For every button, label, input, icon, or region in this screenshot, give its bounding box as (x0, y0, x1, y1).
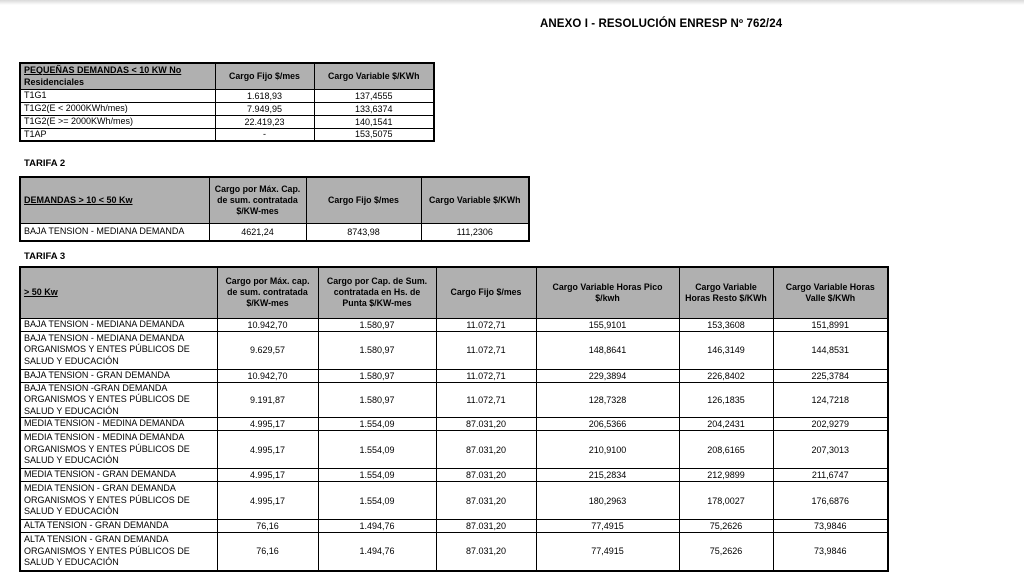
value-cell: 73,9846 (773, 520, 888, 533)
value-cell: 1.618,93 (215, 89, 314, 102)
value-cell: 153,5075 (314, 128, 434, 141)
value-cell: 87.031,20 (436, 533, 536, 571)
col-header-cargo-fijo: Cargo Fijo $/mes (215, 63, 314, 89)
value-cell: 1.554,09 (318, 418, 436, 431)
tarifa3-table (19, 266, 889, 572)
row-label-cell: MEDIA TENSION - GRAN DEMANDA ORGANISMOS Y ENTES PÚBLICOS DE SALUD Y EDUCACIÓN (20, 482, 217, 520)
value-cell: 11.072,71 (436, 369, 536, 382)
row-label-cell: MEDIA TENSION - MEDINA DEMANDA (20, 418, 217, 431)
tarifa3-header-label (20, 267, 217, 318)
value-cell: 1.554,09 (318, 482, 436, 520)
value-cell: 148,8641 (536, 331, 679, 369)
col-header-horas-resto: Cargo Variable Horas Resto $/KWh (679, 267, 773, 318)
table-row (20, 469, 888, 482)
pequenas-header-line1: PEQUEÑAS DEMANDAS < 10 KW No (24, 65, 182, 76)
value-cell: 4.995,17 (217, 431, 318, 469)
value-cell: 87.031,20 (436, 431, 536, 469)
table-row (20, 89, 434, 102)
value-cell: 128,7328 (536, 382, 679, 418)
table-row (20, 369, 888, 382)
value-cell: 215,2834 (536, 469, 679, 482)
value-cell: 4621,24 (209, 223, 306, 241)
row-label-cell: BAJA TENSION - MEDIANA DEMANDA (20, 318, 217, 331)
value-cell: 111,2306 (421, 223, 529, 241)
pequenas-header-line2: Residenciales (24, 77, 85, 88)
table-row (20, 533, 888, 571)
row-label-cell: BAJA TENSION -GRAN DEMANDA ORGANISMOS Y ENTES PÚBLICOS DE SALUD Y EDUCACIÓN (20, 382, 217, 418)
row-label-cell: T1G2(E < 2000KWh/mes) (20, 102, 215, 115)
row-label-cell: ALTA TENSION - GRAN DEMANDA ORGANISMOS Y ENTES PÚBLICOS DE SALUD Y EDUCACIÓN (20, 533, 217, 571)
table-row (20, 331, 888, 369)
value-cell: 75,2626 (679, 533, 773, 571)
table-row (20, 482, 888, 520)
value-cell: 202,9279 (773, 418, 888, 431)
value-cell: 212,9899 (679, 469, 773, 482)
value-cell: 76,16 (217, 533, 318, 571)
tarifa2-section-label: TARIFA 2 (24, 158, 66, 169)
col-header-max-cap: Cargo por Máx. Cap. de sum. contratada $/KW-mes (209, 177, 306, 223)
value-cell: 1.554,09 (318, 431, 436, 469)
row-label-cell: T1G1 (20, 89, 215, 102)
col-header-cargo-fijo: Cargo Fijo $/mes (306, 177, 421, 223)
value-cell: 210,9100 (536, 431, 679, 469)
row-label-cell: MEDIA TENSION - MEDINA DEMANDA ORGANISMOS Y ENTES PÚBLICOS DE SALUD Y EDUCACIÓN (20, 431, 217, 469)
row-label-cell: BAJA TENSION - MEDIANA DEMANDA (20, 223, 209, 241)
tarifa2-header-label (20, 177, 209, 223)
tarifa2-header-text: DEMANDAS > 10 < 50 Kw (24, 194, 133, 205)
value-cell: 206,5366 (536, 418, 679, 431)
value-cell: 1.494,76 (318, 533, 436, 571)
value-cell: 10.942,70 (217, 369, 318, 382)
value-cell: 140,1541 (314, 115, 434, 128)
value-cell: 1.494,76 (318, 520, 436, 533)
value-cell: 77,4915 (536, 520, 679, 533)
value-cell: 146,3149 (679, 331, 773, 369)
value-cell: - (215, 128, 314, 141)
col-header-horas-valle: Cargo Variable Horas Valle $/KWh (773, 267, 888, 318)
tarifa3-section-label: TARIFA 3 (24, 251, 66, 262)
table-row (20, 382, 888, 418)
row-label-cell: T1AP (20, 128, 215, 141)
table-row (20, 223, 529, 241)
value-cell: 7.949,95 (215, 102, 314, 115)
page-title: ANEXO I - RESOLUCIÓN ENRESP Nº 762/24 (540, 18, 783, 30)
value-cell: 22.419,23 (215, 115, 314, 128)
value-cell: 10.942,70 (217, 318, 318, 331)
value-cell: 211,6747 (773, 469, 888, 482)
col-header-cargo-variable: Cargo Variable $/KWh (314, 63, 434, 89)
table-row (20, 418, 888, 431)
page-top-edge (0, 0, 1024, 5)
value-cell: 87.031,20 (436, 520, 536, 533)
col-header-cargo-variable: Cargo Variable $/KWh (421, 177, 529, 223)
value-cell: 151,8991 (773, 318, 888, 331)
value-cell: 87.031,20 (436, 482, 536, 520)
table-row (20, 431, 888, 469)
table-row (20, 102, 434, 115)
table-row (20, 318, 888, 331)
table-row (20, 520, 888, 533)
value-cell: 1.580,97 (318, 331, 436, 369)
value-cell: 9.629,57 (217, 331, 318, 369)
value-cell: 207,3013 (773, 431, 888, 469)
pequenas-header-label (20, 63, 215, 89)
row-label-cell: T1G2(E >= 2000KWh/mes) (20, 115, 215, 128)
col-header-horas-pico: Cargo Variable Horas Pico $/kwh (536, 267, 679, 318)
value-cell: 126,1835 (679, 382, 773, 418)
value-cell: 229,3894 (536, 369, 679, 382)
value-cell: 1.580,97 (318, 318, 436, 331)
value-cell: 208,6165 (679, 431, 773, 469)
value-cell: 75,2626 (679, 520, 773, 533)
value-cell: 11.072,71 (436, 331, 536, 369)
value-cell: 11.072,71 (436, 382, 536, 418)
value-cell: 1.580,97 (318, 382, 436, 418)
value-cell: 155,9101 (536, 318, 679, 331)
value-cell: 1.580,97 (318, 369, 436, 382)
value-cell: 178,0027 (679, 482, 773, 520)
value-cell: 144,8531 (773, 331, 888, 369)
value-cell: 4.995,17 (217, 418, 318, 431)
col-header-max-cap: Cargo por Máx. cap. de sum. contratada $/KW-mes (217, 267, 318, 318)
row-label-cell: BAJA TENSION - GRAN DEMANDA (20, 369, 217, 382)
value-cell: 226,8402 (679, 369, 773, 382)
value-cell: 9.191,87 (217, 382, 318, 418)
value-cell: 137,4555 (314, 89, 434, 102)
value-cell: 225,3784 (773, 369, 888, 382)
value-cell: 87.031,20 (436, 469, 536, 482)
row-label-cell: ALTA TENSION - GRAN DEMANDA (20, 520, 217, 533)
value-cell: 73,9846 (773, 533, 888, 571)
row-label-cell: BAJA TENSION - MEDIANA DEMANDA ORGANISMOS Y ENTES PÚBLICOS DE SALUD Y EDUCACIÓN (20, 331, 217, 369)
col-header-cargo-fijo: Cargo Fijo $/mes (436, 267, 536, 318)
value-cell: 124,7218 (773, 382, 888, 418)
value-cell: 4.995,17 (217, 482, 318, 520)
value-cell: 153,3608 (679, 318, 773, 331)
value-cell: 11.072,71 (436, 318, 536, 331)
value-cell: 204,2431 (679, 418, 773, 431)
value-cell: 180,2963 (536, 482, 679, 520)
pequenas-demandas-table (19, 62, 435, 142)
col-header-cap-punta: Cargo por Cap. de Sum. contratada en Hs. de Punta $/KW-mes (318, 267, 436, 318)
value-cell: 76,16 (217, 520, 318, 533)
table-header-row (20, 267, 888, 318)
value-cell: 77,4915 (536, 533, 679, 571)
table-header-row (20, 63, 434, 89)
table-row (20, 128, 434, 141)
value-cell: 87.031,20 (436, 418, 536, 431)
value-cell: 176,6876 (773, 482, 888, 520)
tarifa2-table (19, 176, 530, 242)
value-cell: 4.995,17 (217, 469, 318, 482)
table-row (20, 115, 434, 128)
value-cell: 1.554,09 (318, 469, 436, 482)
value-cell: 8743,98 (306, 223, 421, 241)
value-cell: 133,6374 (314, 102, 434, 115)
table-header-row (20, 177, 529, 223)
row-label-cell: MEDIA TENSION - GRAN DEMANDA (20, 469, 217, 482)
tarifa3-header-text: > 50 Kw (24, 287, 58, 298)
